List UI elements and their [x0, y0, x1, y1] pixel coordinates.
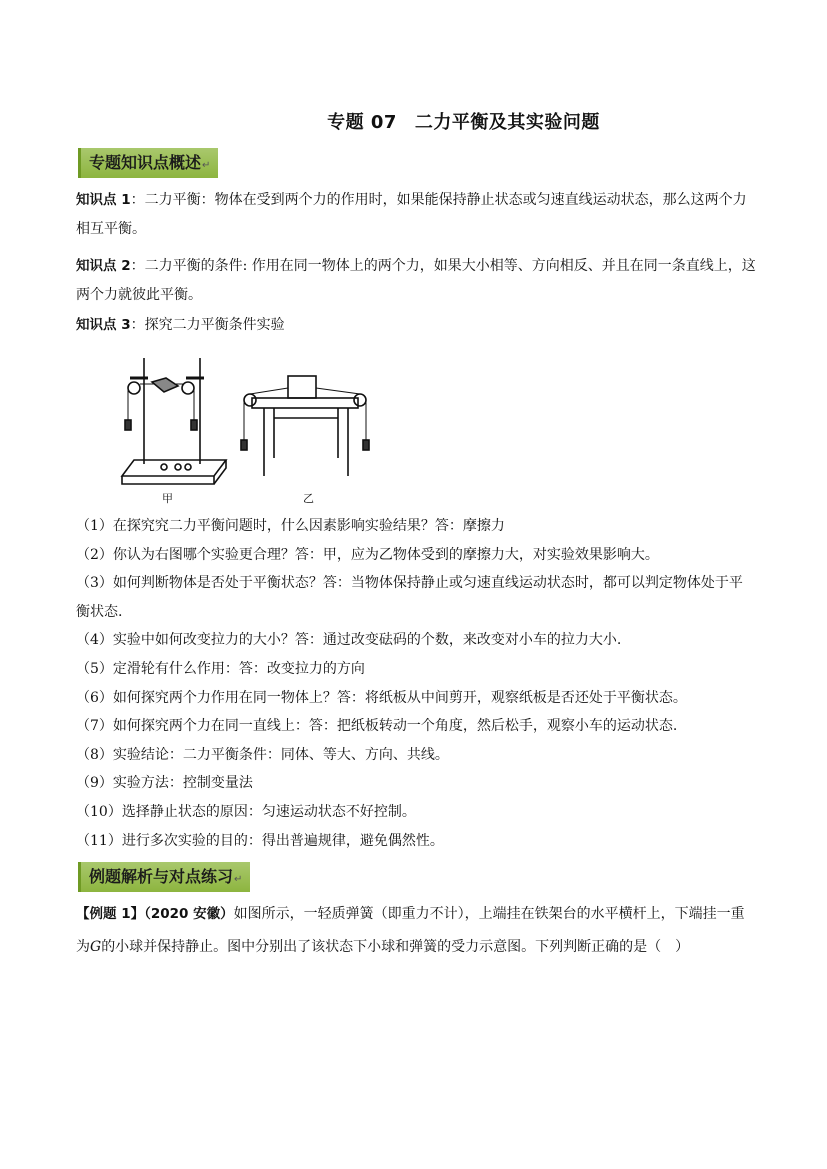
- example-text-a: 如图所示，一轻质弹簧（即重力不计），上端挂在铁架台的水平横杆上，下端挂一重为: [76, 906, 745, 955]
- figure-caption-jia: 甲: [162, 492, 173, 505]
- question-item: （4）实验中如何改变拉力的大小？答：通过改变砝码的个数，来改变对小车的拉力大小.: [76, 632, 622, 649]
- knowledge-point-3: [76, 311, 756, 340]
- example-text-b: 的小球并保持静止。图中分别出了该状态下小球和弹簧的受力示意图。下列判断正确的是（ ）: [101, 939, 690, 955]
- question-item: （3）如何判断物体是否处于平衡状态？答：当物体保持静止或匀速直线运动状态时，都可以判定物体处于平衡状态.: [76, 575, 743, 620]
- question-item: （9）实验方法：控制变量法: [76, 775, 253, 792]
- question-item: （10）选择静止状态的原因：匀速运动状态不好控制。: [76, 803, 416, 820]
- section-header-label: 专题知识点概述: [89, 153, 202, 172]
- title-number: 专题 07: [327, 112, 397, 133]
- paragraph-mark-icon: ↵: [234, 874, 243, 885]
- section-header-examples: [78, 862, 250, 892]
- knowledge-point-text: ：探究二力平衡条件实验: [130, 317, 285, 333]
- question-item: （2）你认为右图哪个实验更合理？答：甲，应为乙物体受到的摩擦力大，对实验效果影响大。: [76, 546, 659, 563]
- question-list: [76, 512, 756, 855]
- experiment-figure: [116, 348, 376, 508]
- knowledge-point-text: ：二力平衡的条件: 作用在同一物体上的两个力，如果大小相等、方向相反、并且在同一条直线上，这两个力就彼此平衡。: [76, 258, 756, 303]
- knowledge-point-label: 知识点 2: [76, 258, 131, 274]
- question-item: （6）如何探究两个力作用在同一物体上？答：将纸板从中间剪开，观察纸板是否还处于平衡状态。: [76, 689, 687, 706]
- knowledge-point-text: ：二力平衡：物体在受到两个力的作用时，如果能保持静止状态或匀速直线运动状态，那么这两个力相互平衡。: [76, 192, 747, 237]
- example-variable: G: [90, 939, 102, 955]
- figure-caption-yi: 乙: [303, 492, 314, 505]
- example-1: [76, 898, 752, 964]
- knowledge-point-1: [76, 186, 756, 244]
- question-item: （8）实验结论：二力平衡条件：同体、等大、方向、共线。: [76, 746, 449, 763]
- question-item: （7）如何探究两个力在同一直线上：答：把纸板转动一个角度，然后松手，观察小车的运动状态.: [76, 718, 678, 735]
- question-item: （11）进行多次实验的目的：得出普遍规律，避免偶然性。: [76, 832, 444, 849]
- knowledge-point-label: 知识点 1: [76, 192, 131, 208]
- example-label: 【例题 1】（2020 安徽）: [76, 906, 234, 922]
- page-title: [0, 108, 827, 134]
- section-header-overview: [78, 148, 218, 178]
- paragraph-mark-icon: ↵: [202, 160, 211, 171]
- question-item: （1）在探究究二力平衡问题时，什么因素影响实验结果？答：摩擦力: [76, 518, 505, 534]
- question-item: （5）定滑轮有什么作用：答：改变拉力的方向: [76, 660, 365, 677]
- knowledge-point-2: [76, 252, 756, 310]
- knowledge-point-label: 知识点 3: [76, 317, 131, 333]
- title-text: 二力平衡及其实验问题: [414, 112, 600, 133]
- section-header-label: 例题解析与对点练习: [89, 867, 234, 886]
